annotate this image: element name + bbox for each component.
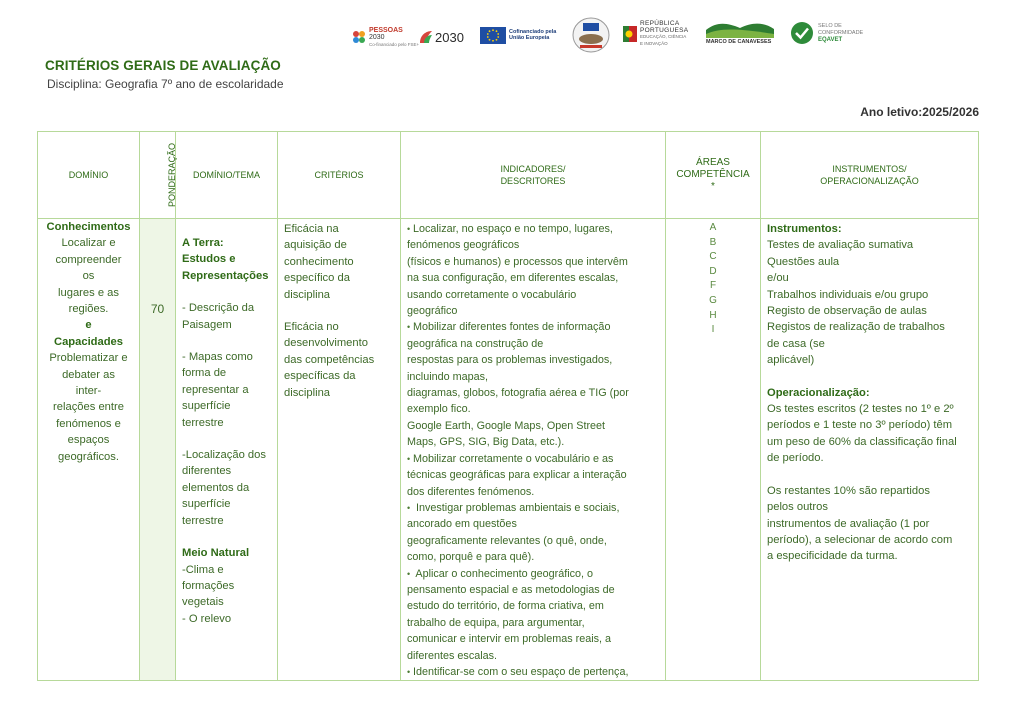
instr-line: Testes de avaliação sumativa [767,239,914,252]
pt2030-label: 2030 [435,29,464,45]
instr-line: aplicável) [767,354,815,367]
tema-line: - O relevo [182,612,232,625]
page-title: CRITÉRIOS GERAIS DE AVALIAÇÃO [45,58,281,73]
indicador-text: respostas para os problemas investigados, [407,354,613,367]
indicador-text: Google Earth, Google Maps, Open Street [407,419,606,432]
indicador-line [407,467,661,483]
indicador-line [407,566,661,582]
area-letter: C [709,251,717,263]
indicador-text: diferentes escalas. [407,649,498,662]
check-seal-icon [790,21,814,45]
instr-line: Trabalhos individuais e/ou grupo [767,288,929,301]
tema-line: superfície [182,498,231,511]
header-ponderacao-label: PONDERAÇÃO [167,142,178,208]
indicador-text: como, porquê e para quê). [407,551,535,564]
marco-label: MARCO DE CANAVESES [706,39,772,45]
republica-line1: REPÚBLICA [640,20,680,27]
criterio-line: Eficácia no [284,321,339,334]
tema-line: elementos da [182,481,250,494]
school-year-value: 2025/2026 [922,105,979,119]
area-letter: B [709,236,717,248]
school-year [860,105,979,119]
dominio-cap-line: Problematizar e [49,352,128,365]
indicador-item [407,451,661,500]
op-line: período), a selecionar de acordo com [767,533,953,546]
instr-line: de casa (se [767,337,825,350]
pt2030-mark-icon [418,29,434,45]
cell-tema [176,219,278,681]
op-line: períodos e 1 teste no 3º período) têm [767,419,953,432]
republica-emblem-icon [623,26,637,42]
eqavet-logo [790,20,880,46]
erasmus-badge-logo [572,17,612,53]
criterio-line: específico da [284,272,350,285]
tema-line: - Descrição da [182,302,255,315]
dominio-c-line: os [82,270,95,283]
indicador-line [407,237,661,253]
indicador-text: na sua configuração, em diferentes escalas, [407,272,619,285]
republica-portuguesa-logo [623,19,695,49]
bullet-icon: • [407,224,411,234]
indicador-line [407,516,661,532]
tema-line: - Mapas como [182,351,253,364]
header-tema: DOMÍNIO/TEMA [176,132,278,219]
cell-instrumentos [761,219,979,681]
dominio-c-line: compreender [55,253,122,266]
bullet-icon: • [407,453,411,464]
cell-criterios [278,219,401,681]
indicador-item [407,500,661,566]
op-line: pelos outros [767,501,828,514]
tema-line: terrestre [182,416,224,429]
indicador-text: (físicos e humanos) e processos que intervêm [407,255,628,268]
indicador-line [407,434,661,450]
table-row [38,219,979,681]
indicador-line [407,254,661,270]
bullet-icon: • [407,666,411,677]
indicador-line [407,352,661,368]
indicador-text: dos diferentes fenómenos. [407,485,535,498]
header-instr-line1: INSTRUMENTOS/ [832,164,907,174]
instr-line: e/ou [767,272,789,285]
dominio-cap-line: inter- [75,385,102,398]
indicador-text: exemplo fico. [407,403,471,416]
indicador-text: estudo do território, de forma criativa, em [407,600,604,613]
eqavet-line2: CONFORMIDADE [818,29,864,36]
page-subtitle: Disciplina: Geografia 7º ano de escolaridade [47,77,284,91]
area-letter: A [709,222,717,233]
tema-title-1: A Terra: [182,237,224,249]
indicador-text: Mobilizar diferentes fontes de informação [413,321,611,334]
bullet-icon: • [407,322,411,333]
republica-line3: EDUCAÇÃO, CIÊNCIA [640,34,687,39]
op-line: um peso de 60% da classificação final [767,435,957,448]
indicador-text: Investigar problemas ambientais e sociais, [413,501,620,514]
indicador-text: geograficamente relevantes (o quê, onde, [407,534,607,547]
indicador-line [407,270,661,286]
indicador-line [407,533,661,549]
criterio-line: Eficácia na [284,223,339,235]
area-letter: D [709,265,717,277]
cell-areas [666,219,761,681]
instr-line: Registos de realização de trabalhos [767,321,945,334]
op-line: de período. [767,452,824,465]
indicador-line [407,664,661,680]
pt2030-logo [418,26,466,48]
pessoas-year: 2030 [369,33,385,41]
op-line: instrumentos de avaliação (1 por [767,517,930,530]
op-line: Os testes escritos (2 testes no 1º e 2º [767,403,954,416]
indicador-line [407,369,661,385]
tema-line: vegetais [182,596,224,609]
eu-line2: União Europeia [509,35,550,41]
criterio-line: das competências [284,353,375,366]
tema-line: -Clima e [182,563,224,576]
tema-line: forma de [182,367,227,380]
pessoas-label: PESSOAS [369,26,403,34]
criterio-line: disciplina [284,288,331,301]
republica-line2: PORTUGUESA [640,26,689,34]
pessoas-mark-icon [352,30,366,44]
area-letter: G [709,294,717,306]
header-indicadores [401,132,666,219]
republica-line4: E INOVAÇÃO [640,40,668,46]
indicador-item [407,319,661,450]
table-header-row [38,132,979,219]
instr-line: Questões aula [767,255,840,268]
header-areas-line3: * [711,181,715,192]
indicador-item [407,566,661,664]
header-indicadores-line1: INDICADORES/ [500,164,566,174]
indicador-text: Aplicar o conhecimento geográfico, o [413,567,594,580]
tema-line: Paisagem [182,318,232,331]
indicador-text: geográfico [407,305,458,318]
instr-line: Registo de observação de aulas [767,305,927,318]
eqavet-line1: SELO DE [818,22,842,29]
indicador-text: Mobilizar corretamente o vocabulário e as [413,452,614,465]
area-letter: H [709,309,717,321]
dominio-c-line: lugares e as [58,286,119,299]
indicadores-list [407,221,661,680]
indicador-line [407,648,661,664]
dominio-conhecimentos: Conhecimentos [46,221,131,233]
school-year-label: Ano letivo: [860,105,923,119]
instrumentos-title: Instrumentos: [767,223,842,235]
dominio-cap-line: fenómenos e [56,417,121,430]
header-areas-line2: COMPETÊNCIA [676,169,750,180]
header-ponderacao [140,132,176,219]
marco-canaveses-logo [706,20,778,48]
header-indicadores-line2: DESCRITORES [500,176,566,186]
header-areas [666,132,761,219]
indicador-line [407,319,661,335]
indicador-text: Localizar, no espaço e no tempo, lugares, [413,223,613,235]
tema-line: terrestre [182,514,224,527]
tema-line: diferentes [182,465,232,478]
dominio-cap-line: relações entre [53,401,124,414]
area-letter: I [711,324,715,336]
indicador-line [407,500,661,516]
header-areas-line1: ÁREAS [696,157,730,168]
tema-meio-natural: Meio Natural [182,547,250,560]
indicador-line [407,598,661,614]
indicador-line [407,418,661,434]
bullet-icon: • [407,568,411,579]
marco-hills-icon [706,20,774,38]
dominio-cap-line: geográficos. [58,450,119,463]
eqavet-line3: EQAVET [818,36,843,43]
op-line: a especificidade da turma. [767,550,898,563]
indicador-text: fenómenos geográficos [407,239,520,252]
bullet-icon: • [407,502,411,513]
indicador-line [407,484,661,500]
cell-dominio [38,219,140,681]
tema-line: superfície [182,400,231,413]
header-dominio: DOMÍNIO [38,132,140,219]
op-line: Os restantes 10% são repartidos [767,484,930,497]
indicador-line [407,631,661,647]
indicador-line [407,549,661,565]
indicador-line [407,401,661,417]
dominio-c-line: Localizar e [61,237,116,250]
tema-line: representar a [182,383,249,396]
indicador-line [407,303,661,319]
tema-line: -Localização dos [182,449,266,462]
indicador-text: Identificar-se com o seu espaço de pertença, [413,665,629,678]
indicador-text: geográfica na construção de [407,337,544,350]
eu-line1: Cofinanciado pela [509,28,557,35]
indicador-text: usando corretamente o vocabulário [407,288,577,301]
tema-title-2: Estudos e [182,253,236,266]
cell-indicadores [401,219,666,681]
criterio-line: disciplina [284,386,331,399]
badge-seal-icon [572,17,610,53]
indicador-text: comunicar e intervir em problemas reais, a [407,633,612,646]
indicador-line [407,615,661,631]
area-letter: F [709,280,717,292]
criterio-line: conhecimento [284,255,354,268]
indicador-text: técnicas geográficas para explicar a interação [407,469,627,482]
indicador-line [407,221,661,237]
cell-ponderacao: 70 [140,219,176,681]
dominio-c-line: regiões. [68,303,109,316]
eu-cofinanced-logo [480,26,562,44]
tema-title-3: Representações [182,269,269,282]
indicador-text: Maps, GPS, SIG, Big Data, etc.). [407,436,565,449]
dominio-capacidades: Capacidades [53,335,124,348]
indicador-text: trabalho de equipa, para argumentar, [407,616,585,629]
criteria-table [37,131,979,681]
header-criterios: CRITÉRIOS [278,132,401,219]
dominio-e: e [85,319,92,332]
dominio-cap-line: debater as [62,368,115,381]
indicador-text: diagramas, globos, fotografia aérea e TIG (por [407,387,629,400]
eu-flag-icon [480,27,506,44]
criterio-line: aquisição de [284,239,347,252]
indicador-text: incluindo mapas, [407,370,489,383]
dominio-cap-line: espaços [67,434,110,447]
criterio-line: desenvolvimento [284,337,368,350]
indicador-text: pensamento espacial e as metodologias de [407,583,615,596]
pessoas-tag: Co-financiado pelo FSE+ [369,41,420,47]
indicador-line [407,451,661,467]
header-instrumentos [761,132,979,219]
indicador-item [407,221,661,319]
indicador-item [407,664,661,680]
indicador-line [407,336,661,352]
tema-line: formações [182,579,235,592]
indicador-line [407,385,661,401]
operacionalizacao-title: Operacionalização: [767,386,870,399]
indicador-line [407,582,661,598]
criterio-line: específicas da [284,370,356,383]
header-instr-line2: OPERACIONALIZAÇÃO [820,176,919,186]
indicador-line [407,287,661,303]
indicador-text: ancorado em questões [407,518,517,531]
